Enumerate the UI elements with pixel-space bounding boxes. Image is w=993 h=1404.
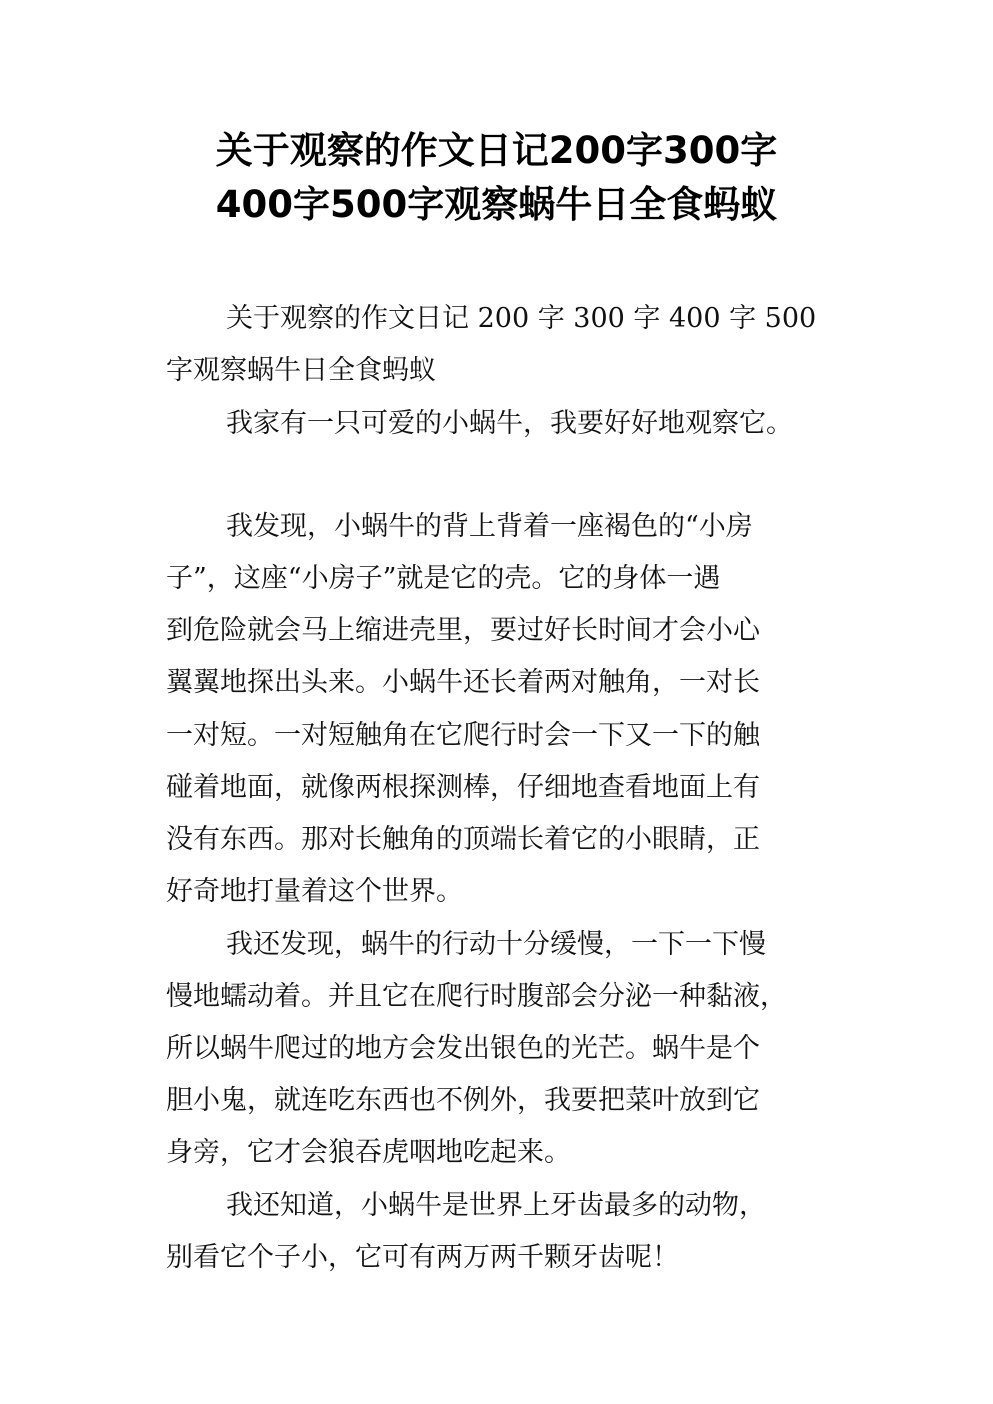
paragraph-3-line-8: 好奇地打量着这个世界。 (166, 876, 463, 907)
title-line-1: 关于观察的作文日记200字300字 (215, 129, 778, 172)
paragraph-1-line-1: 关于观察的作文日记 200 字 300 字 400 字 500 (226, 303, 817, 334)
paragraph-4-line-3: 所以蜗牛爬过的地方会发出银色的光芒。蜗牛是个 (166, 1033, 760, 1064)
paragraph-4-line-2: 慢地蠕动着。并且它在爬行时腹部会分泌一种黏液， (166, 981, 787, 1012)
paragraph-2-line-1: 我家有一只可爱的小蜗牛，我要好好地观察它。 (226, 408, 793, 439)
paragraph-4-line-5: 身旁，它才会狼吞虎咽地吃起来。 (166, 1137, 571, 1168)
paragraph-5-line-2: 别看它个子小，它可有两万两千颗牙齿呢！ (166, 1242, 679, 1273)
paragraph-1-line-2: 字观察蜗牛日全食蚂蚁 (166, 355, 436, 386)
paragraph-4-line-4: 胆小鬼，就连吃东西也不例外，我要把菜叶放到它 (166, 1085, 760, 1116)
paragraph-4-line-1: 我还发现，蜗牛的行动十分缓慢，一下一下慢 (226, 929, 766, 960)
document-title (0, 124, 993, 232)
paragraph-5-line-1: 我还知道，小蜗牛是世界上牙齿最多的动物， (226, 1190, 766, 1221)
paragraph-3-line-2: 子”，这座“小房子”就是它的壳。它的身体一遇 (166, 563, 721, 594)
paragraph-3-line-5: 一对短。一对短触角在它爬行时会一下又一下的触 (166, 720, 760, 751)
title-line-2: 400字500字观察蜗牛日全食蚂蚁 (215, 183, 778, 226)
paragraph-3-line-4: 翼翼地探出头来。小蜗牛还长着两对触角，一对长 (166, 667, 760, 698)
paragraph-3-line-3: 到危险就会马上缩进壳里，要过好长时间才会小心 (166, 615, 760, 646)
paragraph-3-line-6: 碰着地面，就像两根探测棒，仔细地查看地面上有 (166, 772, 760, 803)
paragraph-3-line-1: 我发现，小蜗牛的背上背着一座褐色的“小房 (226, 511, 753, 542)
paragraph-3-line-7: 没有东西。那对长触角的顶端长着它的小眼睛，正 (166, 824, 760, 855)
